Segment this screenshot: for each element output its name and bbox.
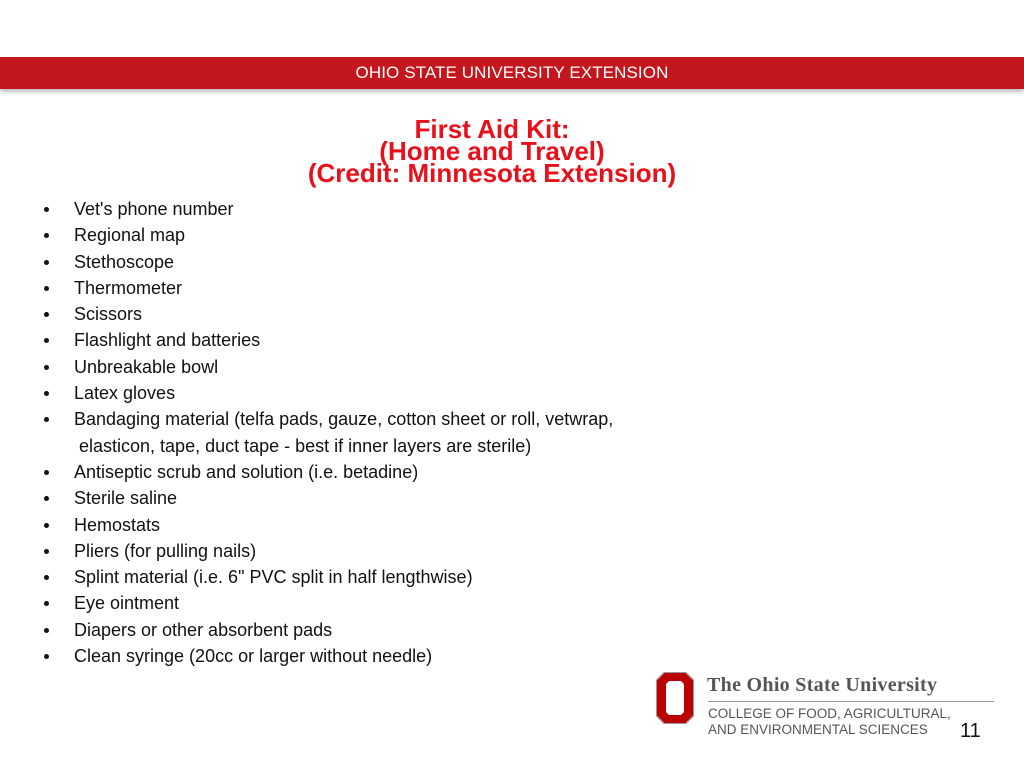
list-item — [42, 406, 613, 459]
list-item-text: Stethoscope — [74, 251, 175, 272]
list-item-text: Hemostats — [74, 514, 161, 535]
list-item-text: Unbreakable bowl — [74, 356, 219, 377]
list-item — [42, 564, 613, 590]
bullet-icon — [44, 365, 49, 370]
university-name: The Ohio State University — [707, 674, 938, 696]
osu-logo — [652, 670, 997, 746]
college-line-1: COLLEGE OF FOOD, AGRICULTURAL, — [708, 706, 951, 721]
bullet-icon — [44, 286, 49, 291]
title-line-2: (Home and Travel) — [379, 136, 605, 166]
bullet-icon — [44, 523, 49, 528]
bullet-icon — [44, 549, 49, 554]
list-item-text: Eye ointment — [74, 593, 180, 614]
list-item-text: Clean syringe (20cc or larger without needle) — [74, 646, 433, 667]
title-line-1: First Aid Kit: — [414, 114, 570, 144]
list-item — [42, 485, 613, 511]
bullet-icon — [44, 470, 49, 475]
list-item-continuation: elasticon, tape, duct tape - best if inner layers are sterile) — [79, 435, 532, 456]
list-item — [42, 222, 613, 248]
list-item-text: Pliers (for pulling nails) — [74, 540, 257, 561]
list-item — [42, 275, 613, 301]
logo-divider — [708, 701, 994, 702]
list-item — [42, 354, 613, 380]
college-line-2: AND ENVIRONMENTAL SCIENCES — [708, 721, 928, 737]
list-item-text: Thermometer — [74, 277, 183, 298]
list-item — [42, 538, 613, 564]
banner-title: OHIO STATE UNIVERSITY EXTENSION — [355, 63, 669, 82]
bullet-icon — [44, 601, 49, 606]
list-item-text: Vet's phone number — [74, 199, 234, 219]
first-aid-kit-list — [42, 196, 613, 669]
header-banner — [0, 57, 1024, 89]
list-item — [42, 617, 613, 643]
bullet-icon — [44, 312, 49, 317]
bullet-icon — [44, 233, 49, 238]
list-item — [42, 249, 613, 275]
list-item-text: Regional map — [74, 225, 186, 246]
list-item-text: Scissors — [74, 304, 143, 325]
list-item-text: Sterile saline — [74, 488, 178, 509]
title-line-3: (Credit: Minnesota Extension) — [307, 158, 677, 188]
bullet-icon — [44, 338, 49, 343]
list-item-text: Diapers or other absorbent pads — [74, 619, 333, 640]
list-item — [42, 301, 613, 327]
list-item-text: Flashlight and batteries — [74, 330, 261, 351]
list-item — [42, 643, 613, 669]
list-item — [42, 459, 613, 485]
block-o-icon — [656, 672, 694, 724]
bullet-icon — [44, 496, 49, 501]
bullet-icon — [44, 260, 49, 265]
bullet-icon — [44, 417, 49, 422]
list-item-text: Antiseptic scrub and solution (i.e. betadine) — [74, 461, 419, 482]
list-item-text: Splint material (i.e. 6" PVC split in half lengthwise) — [74, 567, 473, 588]
bullet-icon — [44, 207, 49, 212]
slide-number: 11 — [960, 720, 981, 742]
list-item — [42, 590, 613, 616]
list-item — [42, 196, 613, 222]
bullet-icon — [44, 654, 49, 659]
college-name — [708, 706, 951, 737]
bullet-icon — [44, 391, 49, 396]
bullet-icon — [44, 628, 49, 633]
list-item-text: Bandaging material (telfa pads, gauze, cotton sheet or roll, vetwrap, — [74, 409, 614, 430]
list-item — [42, 327, 613, 353]
list-item — [42, 512, 613, 538]
bullet-icon — [44, 575, 49, 580]
slide-title — [240, 114, 744, 188]
list-item-text: Latex gloves — [74, 383, 176, 404]
list-item — [42, 380, 613, 406]
